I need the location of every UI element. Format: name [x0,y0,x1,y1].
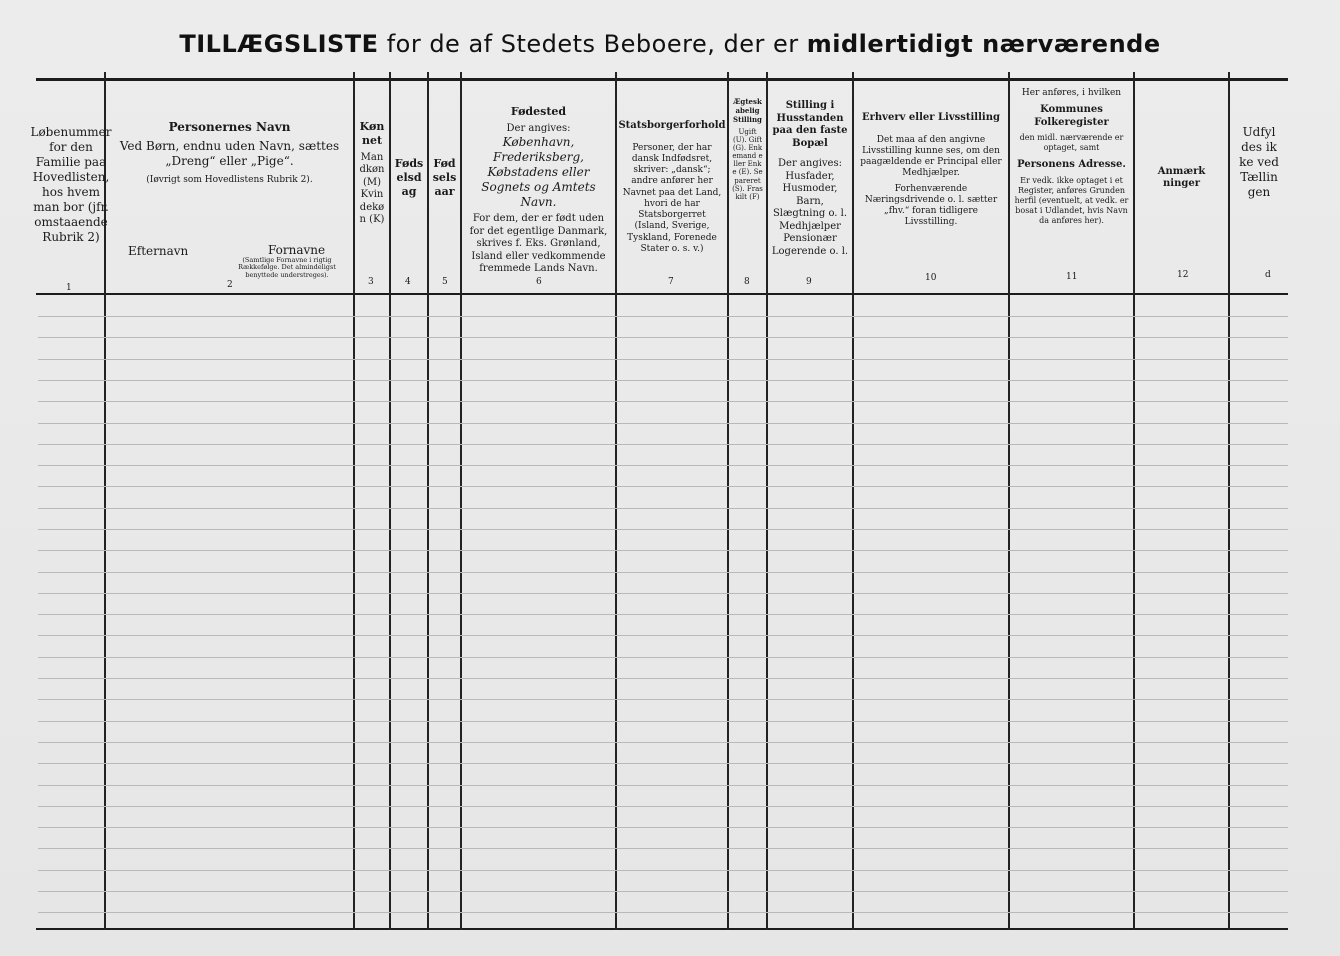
col-6-text-3: For dem, der er født uden for det egentlige Danmark, skrives f. Eks. Grønland, Island eller vedkommende fremmede Lands Navn. [469,213,608,275]
entry-row-line [38,423,1288,424]
entry-row-line [38,359,1288,360]
entry-row-line [38,465,1288,466]
form-title [0,30,1340,58]
col-7-heading: Statsborgerforhold [618,120,726,131]
entry-row-line [38,380,1288,381]
entry-row-line [38,763,1288,764]
entry-row-line [38,806,1288,807]
col-number-2: 2 [227,280,233,290]
entry-row-line [38,508,1288,509]
col-2-heading: Personernes Navn [168,120,291,134]
col-6-text-1: Der angives: [506,122,571,134]
entry-row-line [38,486,1288,487]
col-11-pre: Her anføres, i hvilken [1021,88,1122,98]
col-9-text: Der angives: Husfader, Husmoder, Barn, Slægtning o. l. Medhjælper Pensionær Logerende o. l. [771,158,849,257]
entry-row-line [38,678,1288,679]
col-2-text: Ved Børn, endnu uden Navn, sættes „Dreng“ eller „Pige“. [119,139,340,168]
col-2-note: (Iøvrigt som Hovedlistens Rubrik 2). [146,175,313,185]
header-col-11 [1010,88,1133,268]
header-col-7 [617,120,727,254]
entry-row-line [38,891,1288,892]
entry-row-line [38,785,1288,786]
col-number-8: 8 [744,277,750,287]
col-number-d: d [1265,270,1271,280]
header-col-6 [462,105,615,275]
entry-row-line [38,657,1288,658]
entry-row-line [38,401,1288,402]
col-3-heading: Kønnet [359,120,385,147]
col-12-heading: Anmærkninger [1157,165,1206,189]
entry-row-line [38,572,1288,573]
header-col-8 [729,98,766,268]
entry-row-line [38,912,1288,913]
entry-row-line [38,529,1288,530]
col-number-6: 6 [536,277,542,287]
col-10-heading: Erhverv eller Livsstilling [862,112,1000,123]
col-number-7: 7 [668,277,674,287]
entry-row-line [38,827,1288,828]
col-3-text: Mandkøn (M) Kvindekøn (K) [359,151,385,225]
header-col-3 [355,120,389,240]
header-col-12 [1135,150,1228,210]
header-bottom-rule [36,293,1288,295]
title-main: TILLÆGSLISTE [179,30,379,58]
col-1-text: Løbenummer for den Familie paa Hovedlisten, hos hvem man bor (jfr. omstaaende Rubrik 2) [30,125,112,244]
col-6-heading: Fødested [510,105,567,118]
entry-row-line [38,550,1288,551]
entry-row-line [38,635,1288,636]
col-number-12: 12 [1177,270,1189,280]
col-11-heading-2: Personens Adresse. [1017,159,1126,171]
header-col-2 [106,120,353,220]
entry-row-line [38,848,1288,849]
col-8-heading: Ægteskabelig Stilling [733,97,762,124]
col-8-text: Ugift (U). Gift (G). Enkemand eller Enke (E). Separeret (S). Fraskilt (F) [732,128,763,201]
entry-row-line [38,444,1288,445]
title-emphasis: midlertidigt nærværende [806,30,1161,58]
header-col-d [1230,125,1288,225]
col-11-text-2: Er vedk. ikke optaget i et Register, anføres Grunden herfil (eventuelt, at vedk. er bosat i Udlandet, hvis Navn da anføres her). [1014,175,1129,225]
col-11-text-1: den midl. nærværende er optaget, samt [1019,133,1124,153]
header-col-10 [854,112,1008,252]
col-number-3: 3 [368,277,374,287]
col-number-11: 11 [1066,272,1078,282]
col-10-text-2: Forhenværende Næringsdrivende o. l. sætter „fhv.“ foran tidligere Livsstilling. [864,183,998,228]
entry-row-line [38,721,1288,722]
header-col-1 [30,110,112,260]
col-d-text: Udfyldes ikke ved Tællingen [1239,125,1279,199]
entry-row-line [38,593,1288,594]
bottom-rule [36,928,1288,930]
col-4-heading: Fødselsdag [394,157,424,198]
entry-row-line [38,699,1288,700]
col-number-9: 9 [806,277,812,287]
title-middle: for de af Stedets Beboere, der er [386,30,799,58]
col-number-5: 5 [442,277,448,287]
col-number-4: 4 [405,277,411,287]
header-col-9 [768,100,852,260]
header-col-4 [391,150,427,210]
top-rule [36,78,1288,81]
col-11-heading: Kommunes Folkeregister [1034,104,1109,128]
col-6-text-2: København, Frederiksberg, Købstadens eller Sognets og Amtets Navn. [481,135,596,210]
col-2-given-names-label: Fornavne [268,243,326,257]
entry-row-line [38,614,1288,615]
entry-row-line [38,316,1288,317]
entry-row-line [38,742,1288,743]
col-2-surname-label: Efternavn [128,244,189,258]
entry-row-line [38,870,1288,871]
col-5-heading: Fødselsaar [432,157,457,198]
entry-row-line [38,337,1288,338]
col-2-given-names-note: (Samtlige Fornavne i rigtig Rækkefølge. Det almindeligst benyttede understreges). [238,256,336,279]
col-9-heading: Stilling i Husstanden paa den faste Bopæl [772,100,848,149]
header-col-5 [429,150,460,210]
col-10-text-1: Det maa af den angivne Livsstilling kunne ses, om den paagældende er Principal eller Medhjælper. [860,134,1002,179]
col-number-10: 10 [925,273,937,283]
col-7-text: Personer, der har dansk Indfødsret, skriver: „dansk“; andre anfører her Navnet paa det Land, hvori de har Statsborgerret (Island, Sverige, Tyskland, Forenede Stater o. s. v.) [622,142,722,254]
col-number-1: 1 [66,283,72,293]
